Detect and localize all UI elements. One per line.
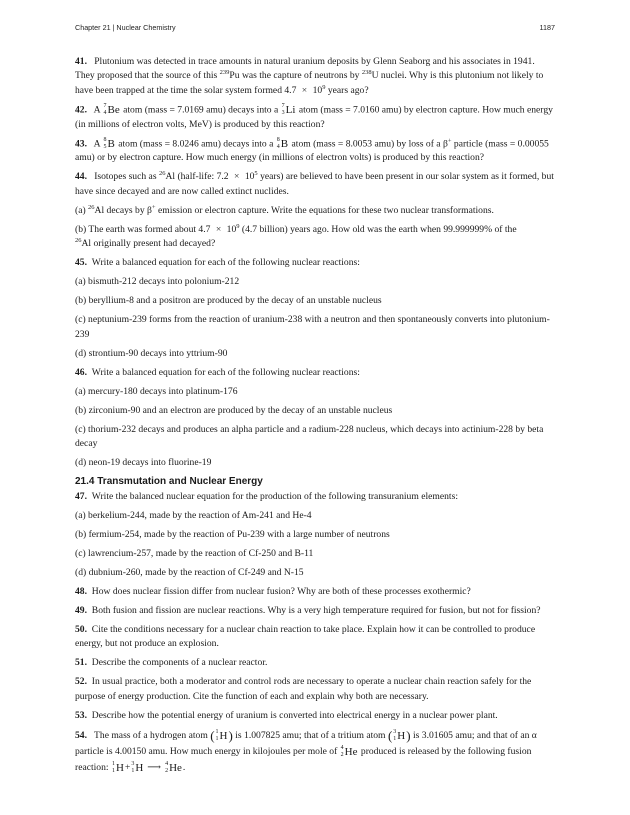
list-item: (d) strontium-90 decays into yttrium-90 bbox=[75, 347, 228, 359]
list-item: (b) zirconium-90 and an electron are produced by the decay of an unstable nucleus bbox=[75, 404, 393, 416]
question-45: 45. Write a balanced equation for each of the following nuclear reactions: bbox=[75, 257, 360, 269]
section-title: 21.4 Transmutation and Nuclear Energy bbox=[75, 476, 263, 488]
equation-h1: 1 1 H bbox=[111, 761, 124, 775]
question-50: 50. Cite the conditions necessary for a nuclear chain reaction to take place. Explain how it can be controlled to produce energy, but not produce an explosion. bbox=[75, 624, 536, 650]
list-item: (a) bismuth-212 decays into polonium-212 bbox=[75, 276, 240, 288]
question-43: 43. A 8 5 B atom (mass = 8.0246 amu) decays into a 8 4 B atom (mass = 8.0053 amu) by loss of a β+ particle (mass = 0.00055 amu) or by electron capture. How much energy (in millions of electron volts) is produced by this reaction? bbox=[75, 136, 549, 164]
list-item: (c) lawrencium-257, made by the reaction of Cf-250 and B-11 bbox=[75, 548, 314, 560]
question-44-part-b: (b) The earth was formed about $4.7 \times 10^9$ (4.7 billion) years ago. How old was the earth when 99.999999% of the $^{26}$Al originally present had decayed? bbox=[75, 222, 517, 250]
question-53: 53. Describe how the potential energy of uranium is converted into electrical energy in a nuclear power plant. bbox=[75, 709, 498, 721]
nuclide-h1: 1 1 H bbox=[215, 728, 228, 742]
list-item: (c) thorium-232 decays and produces an alpha particle and a radium-228 nucleus, which decays into actinium-228 by beta decay bbox=[75, 423, 544, 450]
question-47: 47. Write the balanced nuclear equation for the production of the following transuranium elements: bbox=[75, 491, 458, 503]
question-42: 42. A 7 4 Be atom (mass = 7.0169 amu) decays into a 7 3 Li atom (mass = 7.0160 amu) by electron capture. How much energy (in millions of electron volts, MeV) is produced by this reaction? bbox=[75, 103, 553, 130]
nuclide-li7: 7 3 Li bbox=[281, 103, 296, 117]
list-item: (a) mercury-180 decays into platinum-176 bbox=[75, 385, 238, 397]
list-item: (b) fermium-254, made by the reaction of Pu-239 with a large number of neutrons bbox=[75, 529, 390, 541]
nuclide-he4: 4 2 He bbox=[340, 745, 358, 759]
question-48: 48. How does nuclear fission differ from nuclear fusion? Why are both of these processes exothermic? bbox=[75, 586, 471, 598]
equation-h3: 3 1 H bbox=[131, 761, 144, 775]
reaction-arrow: ⟶ bbox=[147, 762, 162, 774]
question-49: 49. Both fusion and fission are nuclear reactions. Why is a very high temperature required for fusion, but not for fission? bbox=[75, 605, 541, 617]
list-item: (a) berkelium-244, made by the reaction of Am-241 and He-4 bbox=[75, 510, 312, 522]
list-item: (b) beryllium-8 and a positron are produced by the decay of an unstable nucleus bbox=[75, 295, 382, 307]
page-number: 1187 bbox=[539, 23, 555, 32]
nuclide-be7: 7 4 Be bbox=[103, 103, 120, 117]
list-item: (c) neptunium-239 forms from the reaction of uranium-238 with a neutron and then spontaneously converts into plutonium-239 bbox=[75, 314, 550, 340]
question-46: 46. Write a balanced equation for each of the following nuclear reactions: bbox=[75, 366, 360, 378]
nuclide-h3: 3 1 H bbox=[393, 728, 406, 742]
list-item: (d) neon-19 decays into fluorine-19 bbox=[75, 457, 212, 469]
equation-he4: 4 2 He bbox=[165, 761, 182, 775]
page-header bbox=[75, 23, 555, 35]
list-item: (d) dubnium-260, made by the reaction of Cf-249 and N-15 bbox=[75, 567, 304, 579]
nuclide-be8: 8 4 B bbox=[276, 136, 289, 150]
chapter-title: Chapter 21 | Nuclear Chemistry bbox=[75, 23, 176, 32]
question-41: 41. Plutonium was detected in trace amounts in natural uranium deposits by Glenn Seaborg and his associates in 1941. They proposed that the source of this $^{239}$Pu was the capture of neutrons by $^{238}$U nuclei. Why is this plutonium not likely to have been trapped at the time the solar system formed $4.7 \times 10^9$ years ago? bbox=[75, 56, 544, 96]
question-54: 54. The mass of a hydrogen atom ( 1 1 H ) is 1.007825 amu; that of a tritium atom ( 3 1 H ) is 3.01605 amu; and that of an α particle is 4.00150 amu. How much energy in kilojoules per mole of 4 2 He produced is released by the following fusion reaction: 1 1 H + 3 1 H ⟶ 4 2 He . bbox=[75, 728, 555, 777]
question-51: 51. Describe the components of a nuclear reactor. bbox=[75, 657, 268, 669]
question-52: 52. In usual practice, both a moderator and control rods are necessary to operate a nuclear chain reaction safely for the purpose of energy production. Cite the function of each and explain why both are necessary. bbox=[75, 676, 532, 702]
page-content bbox=[75, 55, 555, 781]
question-44: 44. Isotopes such as $^{26}$Al (half-life: $7.2 \times 10^5$ years) are believed to have been present in our solar system as it formed, but have since decayed and are now called extinct nuclides. bbox=[75, 170, 554, 197]
nuclide-b8: 8 5 B bbox=[103, 136, 115, 150]
question-44-part-a: (a) $^{26}$Al decays by β+ emission or electron capture. Write the equations for these two nuclear transformations. bbox=[75, 203, 494, 216]
